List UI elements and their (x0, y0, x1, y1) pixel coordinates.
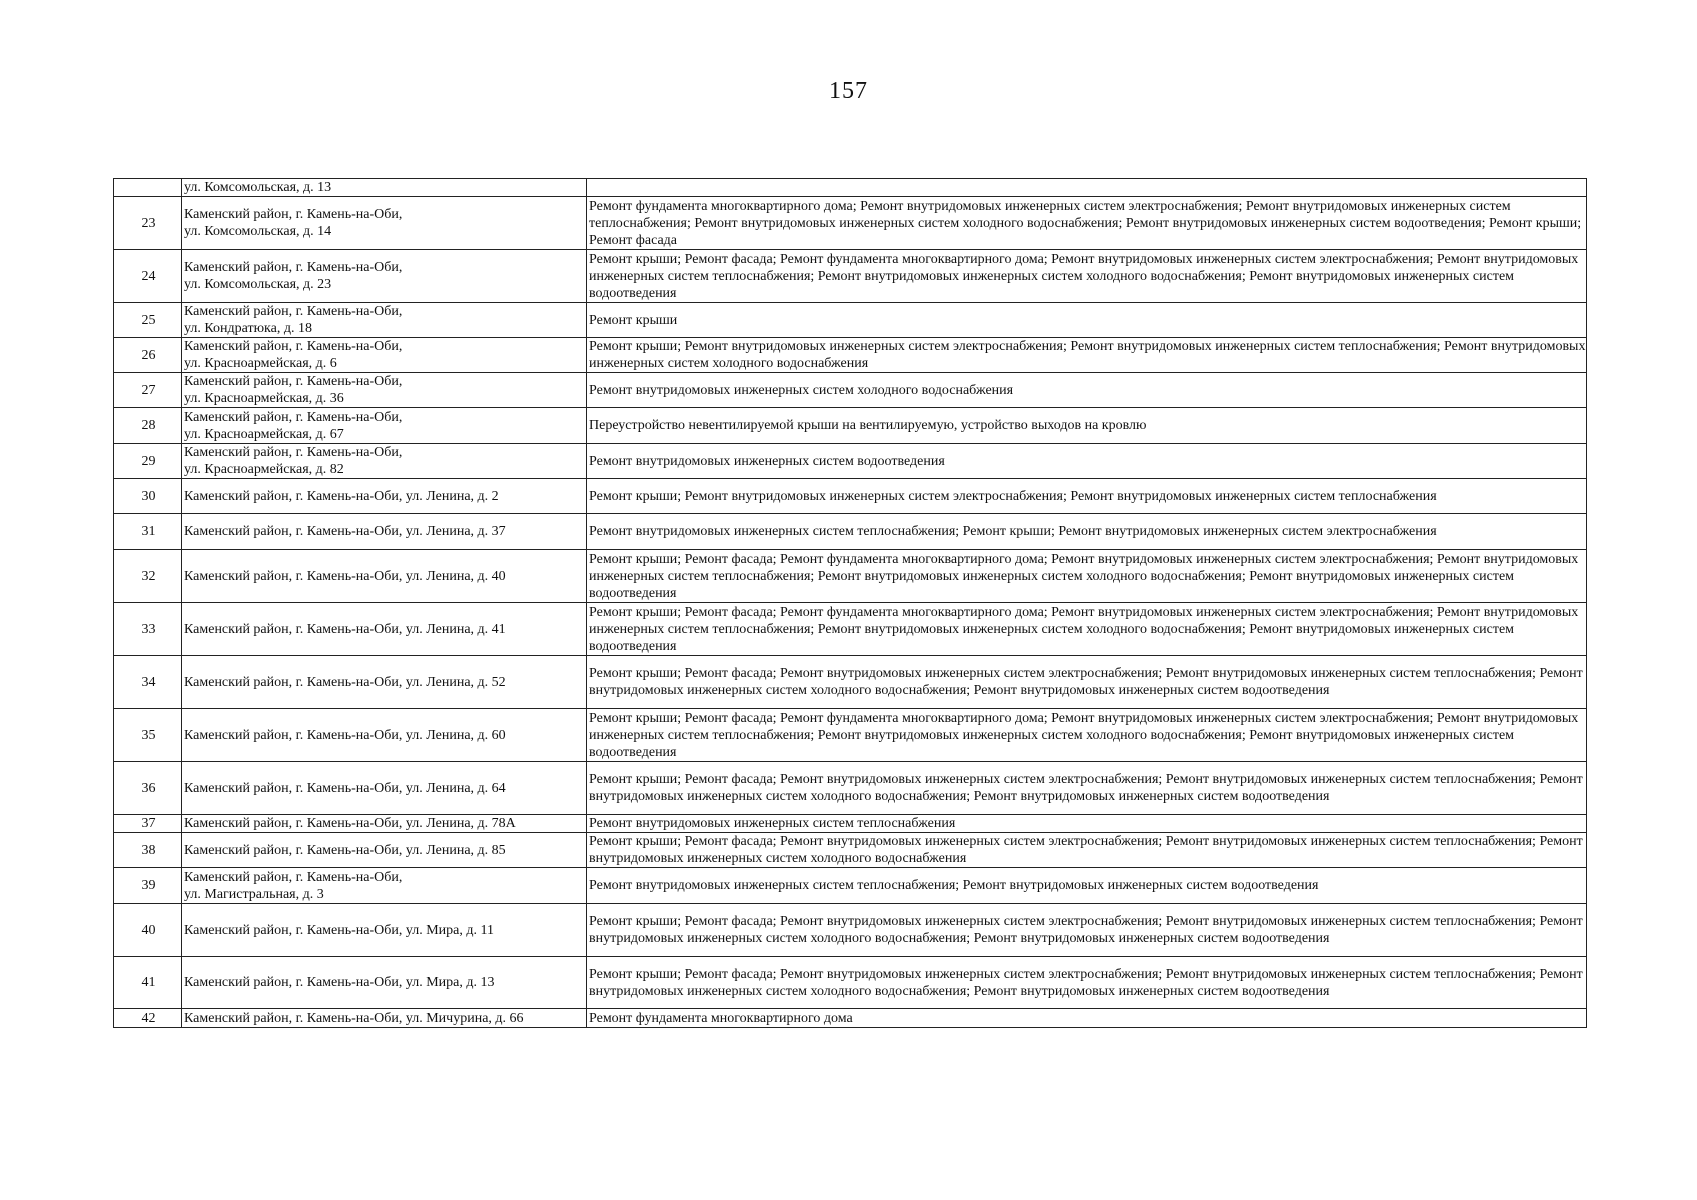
table-row (114, 408, 1587, 444)
table-row (114, 868, 1587, 904)
row-works: Ремонт крыши; Ремонт фасада; Ремонт внутридомовых инженерных систем электроснабжения; Ремонт внутридомовых инженерных систем теплоснабжения; Ремонт внутридомовых инженерных систем холодного водоснабжения; Ремонт внутридомовых инженерных систем водоотведения (587, 762, 1587, 815)
row-works: Ремонт крыши; Ремонт фасада; Ремонт внутридомовых инженерных систем электроснабжения; Ремонт внутридомовых инженерных систем теплоснабжения; Ремонт внутридомовых инженерных систем холодного водоснабжения; Ремонт внутридомовых инженерных систем водоотведения (587, 904, 1587, 957)
repair-works-table (113, 178, 1587, 1028)
row-address: Каменский район, г. Камень-на-Оби, ул. Красноармейская, д. 36 (182, 373, 587, 408)
row-address: Каменский район, г. Камень-на-Оби, ул. Красноармейская, д. 67 (182, 408, 587, 444)
row-address: Каменский район, г. Камень-на-Оби, ул. Ленина, д. 60 (182, 709, 587, 762)
table-row (114, 479, 1587, 514)
table-body (114, 179, 1587, 1028)
row-works: Ремонт крыши; Ремонт фасада; Ремонт внутридомовых инженерных систем электроснабжения; Ремонт внутридомовых инженерных систем теплоснабжения; Ремонт внутридомовых инженерных систем холодного водоснабжения (587, 833, 1587, 868)
table-row (114, 338, 1587, 373)
row-address: Каменский район, г. Камень-на-Оби, ул. Комсомольская, д. 23 (182, 250, 587, 303)
row-address: Каменский район, г. Камень-на-Оби, ул. Ленина, д. 37 (182, 514, 587, 550)
row-address: Каменский район, г. Камень-на-Оби, ул. Кондратюка, д. 18 (182, 303, 587, 338)
row-number: 27 (114, 373, 182, 408)
row-works: Ремонт внутридомовых инженерных систем холодного водоснабжения (587, 373, 1587, 408)
row-address: Каменский район, г. Камень-на-Оби, ул. Ленина, д. 2 (182, 479, 587, 514)
table-row (114, 656, 1587, 709)
row-address: Каменский район, г. Камень-на-Оби, ул. Ленина, д. 52 (182, 656, 587, 709)
row-number: 23 (114, 197, 182, 250)
row-number: 24 (114, 250, 182, 303)
row-works: Ремонт крыши (587, 303, 1587, 338)
row-number: 33 (114, 603, 182, 656)
table-row (114, 303, 1587, 338)
row-number (114, 179, 182, 197)
table-row (114, 709, 1587, 762)
row-address: Каменский район, г. Камень-на-Оби, ул. Красноармейская, д. 82 (182, 444, 587, 479)
row-number: 28 (114, 408, 182, 444)
row-number: 26 (114, 338, 182, 373)
row-number: 42 (114, 1009, 182, 1028)
row-address: Каменский район, г. Камень-на-Оби, ул. Комсомольская, д. 14 (182, 197, 587, 250)
row-address: Каменский район, г. Камень-на-Оби, ул. Мира, д. 13 (182, 957, 587, 1009)
table-row (114, 179, 1587, 197)
table-row (114, 815, 1587, 833)
row-works: Ремонт фундамента многоквартирного дома (587, 1009, 1587, 1028)
table-row (114, 957, 1587, 1009)
row-works: Ремонт крыши; Ремонт фасада; Ремонт фундамента многоквартирного дома; Ремонт внутридомовых инженерных систем электроснабжения; Ремонт внутридомовых инженерных систем теплоснабжения; Ремонт внутридомовых инженерных систем холодного водоснабжения; Ремонт внутридомовых инженерных систем водоотведения (587, 550, 1587, 603)
row-number: 31 (114, 514, 182, 550)
table-row (114, 444, 1587, 479)
table-row (114, 833, 1587, 868)
table-row (114, 603, 1587, 656)
row-address: Каменский район, г. Камень-на-Оби, ул. Ленина, д. 64 (182, 762, 587, 815)
row-number: 30 (114, 479, 182, 514)
table-row (114, 550, 1587, 603)
row-address: Каменский район, г. Камень-на-Оби, ул. Ленина, д. 40 (182, 550, 587, 603)
row-address: Каменский район, г. Камень-на-Оби, ул. Мира, д. 11 (182, 904, 587, 957)
row-works: Ремонт крыши; Ремонт фасада; Ремонт фундамента многоквартирного дома; Ремонт внутридомовых инженерных систем электроснабжения; Ремонт внутридомовых инженерных систем теплоснабжения; Ремонт внутридомовых инженерных систем холодного водоснабжения; Ремонт внутридомовых инженерных систем водоотведения (587, 603, 1587, 656)
row-number: 35 (114, 709, 182, 762)
row-works: Ремонт крыши; Ремонт фасада; Ремонт фундамента многоквартирного дома; Ремонт внутридомовых инженерных систем электроснабжения; Ремонт внутридомовых инженерных систем теплоснабжения; Ремонт внутридомовых инженерных систем холодного водоснабжения; Ремонт внутридомовых инженерных систем водоотведения (587, 250, 1587, 303)
row-works: Ремонт крыши; Ремонт внутридомовых инженерных систем электроснабжения; Ремонт внутридомовых инженерных систем теплоснабжения; Ремонт внутридомовых инженерных систем холодного водоснабжения (587, 338, 1587, 373)
row-works: Ремонт внутридомовых инженерных систем теплоснабжения (587, 815, 1587, 833)
row-address: Каменский район, г. Камень-на-Оби, ул. Мичурина, д. 66 (182, 1009, 587, 1028)
table-row (114, 197, 1587, 250)
table-row (114, 373, 1587, 408)
row-works: Ремонт внутридомовых инженерных систем водоотведения (587, 444, 1587, 479)
page-number: 157 (829, 78, 868, 104)
row-number: 41 (114, 957, 182, 1009)
row-works: Ремонт крыши; Ремонт внутридомовых инженерных систем электроснабжения; Ремонт внутридомовых инженерных систем теплоснабжения (587, 479, 1587, 514)
row-address: Каменский район, г. Камень-на-Оби, ул. Магистральная, д. 3 (182, 868, 587, 904)
row-address: Каменский район, г. Камень-на-Оби, ул. Красноармейская, д. 6 (182, 338, 587, 373)
row-works: Ремонт крыши; Ремонт фасада; Ремонт фундамента многоквартирного дома; Ремонт внутридомовых инженерных систем электроснабжения; Ремонт внутридомовых инженерных систем теплоснабжения; Ремонт внутридомовых инженерных систем холодного водоснабжения; Ремонт внутридомовых инженерных систем водоотведения (587, 709, 1587, 762)
row-number: 38 (114, 833, 182, 868)
table-row (114, 904, 1587, 957)
table-row (114, 514, 1587, 550)
row-number: 40 (114, 904, 182, 957)
row-works: Ремонт внутридомовых инженерных систем теплоснабжения; Ремонт внутридомовых инженерных систем водоотведения (587, 868, 1587, 904)
row-works: Ремонт крыши; Ремонт фасада; Ремонт внутридомовых инженерных систем электроснабжения; Ремонт внутридомовых инженерных систем теплоснабжения; Ремонт внутридомовых инженерных систем холодного водоснабжения; Ремонт внутридомовых инженерных систем водоотведения (587, 656, 1587, 709)
table-row (114, 762, 1587, 815)
row-number: 37 (114, 815, 182, 833)
row-number: 36 (114, 762, 182, 815)
row-number: 29 (114, 444, 182, 479)
row-number: 25 (114, 303, 182, 338)
row-address: Каменский район, г. Камень-на-Оби, ул. Ленина, д. 41 (182, 603, 587, 656)
row-works (587, 179, 1587, 197)
table-row (114, 1009, 1587, 1028)
row-number: 32 (114, 550, 182, 603)
row-works: Переустройство невентилируемой крыши на вентилируемую, устройство выходов на кровлю (587, 408, 1587, 444)
row-number: 39 (114, 868, 182, 904)
table-row (114, 250, 1587, 303)
row-works: Ремонт внутридомовых инженерных систем теплоснабжения; Ремонт крыши; Ремонт внутридомовых инженерных систем электроснабжения (587, 514, 1587, 550)
row-works: Ремонт крыши; Ремонт фасада; Ремонт внутридомовых инженерных систем электроснабжения; Ремонт внутридомовых инженерных систем теплоснабжения; Ремонт внутридомовых инженерных систем холодного водоснабжения; Ремонт внутридомовых инженерных систем водоотведения (587, 957, 1587, 1009)
row-works: Ремонт фундамента многоквартирного дома; Ремонт внутридомовых инженерных систем электроснабжения; Ремонт внутридомовых инженерных систем теплоснабжения; Ремонт внутридомовых инженерных систем холодного водоснабжения; Ремонт внутридомовых инженерных систем водоотведения; Ремонт крыши; Ремонт фасада (587, 197, 1587, 250)
row-address: Каменский район, г. Камень-на-Оби, ул. Ленина, д. 78А (182, 815, 587, 833)
row-address: ул. Комсомольская, д. 13 (182, 179, 587, 197)
row-address: Каменский район, г. Камень-на-Оби, ул. Ленина, д. 85 (182, 833, 587, 868)
row-number: 34 (114, 656, 182, 709)
